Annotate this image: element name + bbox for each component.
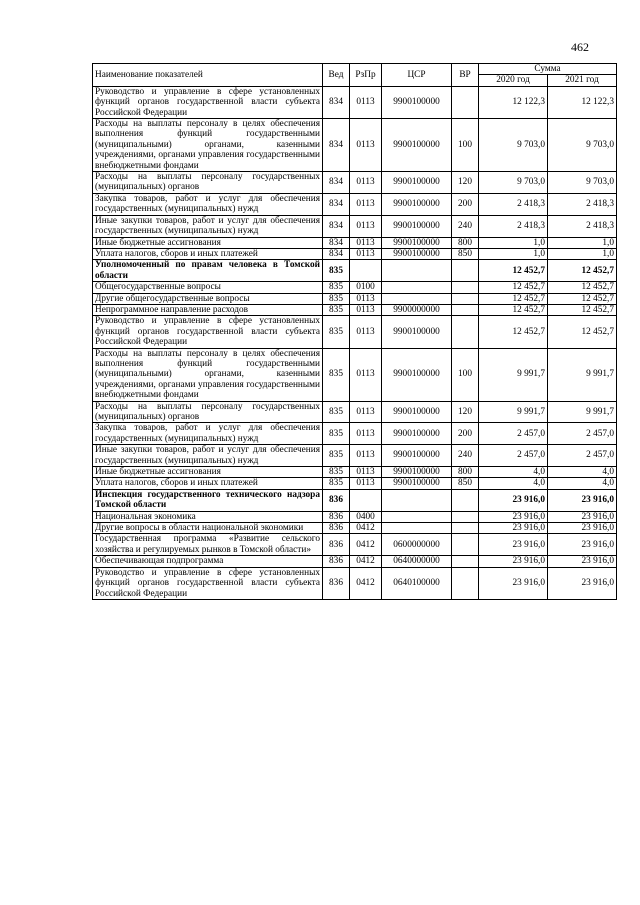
table-row <box>93 215 617 237</box>
cell-v2020: 2 418,3 <box>479 193 548 215</box>
cell-name: Иные бюджетные ассигнования <box>93 237 323 248</box>
cell-name: Уполномоченный по правам человека в Томской области <box>93 260 323 282</box>
table-row <box>93 316 617 348</box>
table-row <box>93 193 617 215</box>
cell-rzpr: 0113 <box>350 348 382 401</box>
table-row <box>93 237 617 248</box>
table-row <box>93 523 617 534</box>
cell-ved: 835 <box>323 445 350 467</box>
cell-v2021: 23 916,0 <box>548 556 617 567</box>
cell-rzpr: 0113 <box>350 316 382 348</box>
cell-csr: 9900100000 <box>382 401 452 423</box>
cell-name: Обеспечивающая подпрограмма <box>93 556 323 567</box>
cell-v2020: 12 452,7 <box>479 260 548 282</box>
cell-csr: 9900100000 <box>382 237 452 248</box>
cell-v2020: 9 703,0 <box>479 172 548 194</box>
cell-vr: 120 <box>452 172 479 194</box>
cell-ved: 835 <box>323 467 350 478</box>
cell-rzpr: 0113 <box>350 293 382 304</box>
table-row <box>93 86 617 118</box>
cell-v2021: 4,0 <box>548 467 617 478</box>
cell-ved: 834 <box>323 193 350 215</box>
cell-v2021: 23 916,0 <box>548 523 617 534</box>
cell-name: Расходы на выплаты персоналу в целях обеспечения выполнения функций государственными (муниципальными) органами, казенными учреждениями, органами управления государственными внебюджетными фондами <box>93 348 323 401</box>
cell-csr <box>382 489 452 511</box>
cell-vr: 240 <box>452 445 479 467</box>
cell-name: Закупка товаров, работ и услуг для обеспечения государственных (муниципальных) нужд <box>93 423 323 445</box>
cell-ved: 835 <box>323 293 350 304</box>
cell-csr: 9900100000 <box>382 86 452 118</box>
table-row <box>93 511 617 522</box>
cell-v2020: 9 703,0 <box>479 119 548 172</box>
cell-csr: 9900000000 <box>382 304 452 315</box>
cell-ved: 834 <box>323 215 350 237</box>
cell-rzpr: 0412 <box>350 556 382 567</box>
cell-ved: 834 <box>323 237 350 248</box>
cell-v2020: 9 991,7 <box>479 401 548 423</box>
table-row <box>93 423 617 445</box>
cell-name: Другие вопросы в области национальной экономики <box>93 523 323 534</box>
cell-name: Расходы на выплаты персоналу государственных (муниципальных) органов <box>93 401 323 423</box>
header-vr: ВР <box>452 64 479 87</box>
cell-name: Руководство и управление в сфере установленных функций органов государственной власти субъекта Российской Федерации <box>93 86 323 118</box>
cell-v2021: 9 703,0 <box>548 172 617 194</box>
table-row <box>93 282 617 293</box>
cell-vr: 800 <box>452 237 479 248</box>
cell-v2021: 2 418,3 <box>548 215 617 237</box>
cell-vr: 850 <box>452 248 479 259</box>
cell-csr: 9900100000 <box>382 445 452 467</box>
table-row <box>93 260 617 282</box>
cell-v2021: 12 452,7 <box>548 316 617 348</box>
cell-rzpr: 0400 <box>350 511 382 522</box>
cell-v2020: 2 457,0 <box>479 445 548 467</box>
cell-ved: 835 <box>323 316 350 348</box>
page-number: 462 <box>571 40 589 54</box>
cell-v2020: 12 452,7 <box>479 293 548 304</box>
cell-rzpr: 0412 <box>350 523 382 534</box>
cell-rzpr: 0113 <box>350 86 382 118</box>
cell-v2021: 12 122,3 <box>548 86 617 118</box>
cell-csr: 9900100000 <box>382 248 452 259</box>
cell-ved: 834 <box>323 119 350 172</box>
cell-vr <box>452 534 479 556</box>
cell-vr <box>452 316 479 348</box>
cell-ved: 836 <box>323 534 350 556</box>
cell-rzpr: 0412 <box>350 567 382 599</box>
cell-v2021: 12 452,7 <box>548 304 617 315</box>
cell-v2021: 9 991,7 <box>548 348 617 401</box>
cell-csr: 0600000000 <box>382 534 452 556</box>
cell-rzpr: 0113 <box>350 423 382 445</box>
cell-v2020: 23 916,0 <box>479 556 548 567</box>
cell-ved: 834 <box>323 86 350 118</box>
cell-csr: 9900100000 <box>382 423 452 445</box>
cell-name: Уплата налогов, сборов и иных платежей <box>93 478 323 489</box>
cell-name: Иные бюджетные ассигнования <box>93 467 323 478</box>
cell-csr <box>382 260 452 282</box>
cell-name: Расходы на выплаты персоналу в целях обеспечения выполнения функций государственными (муниципальными) органами, казенными учреждениями, органами управления государственными внебюджетными фондами <box>93 119 323 172</box>
cell-v2020: 1,0 <box>479 248 548 259</box>
cell-csr: 0640000000 <box>382 556 452 567</box>
cell-csr: 9900100000 <box>382 172 452 194</box>
table-body <box>93 86 617 599</box>
cell-name: Другие общегосударственные вопросы <box>93 293 323 304</box>
cell-v2020: 1,0 <box>479 237 548 248</box>
cell-name: Иные закупки товаров, работ и услуг для обеспечения государственных (муниципальных) нужд <box>93 215 323 237</box>
cell-csr: 9900100000 <box>382 348 452 401</box>
cell-v2020: 23 916,0 <box>479 511 548 522</box>
table-row <box>93 172 617 194</box>
cell-vr <box>452 293 479 304</box>
budget-table <box>92 63 617 600</box>
cell-csr <box>382 282 452 293</box>
cell-vr <box>452 282 479 293</box>
cell-ved: 835 <box>323 423 350 445</box>
cell-v2020: 9 991,7 <box>479 348 548 401</box>
cell-name: Иные закупки товаров, работ и услуг для обеспечения государственных (муниципальных) нужд <box>93 445 323 467</box>
cell-v2021: 2 457,0 <box>548 423 617 445</box>
cell-rzpr: 0113 <box>350 401 382 423</box>
cell-ved: 835 <box>323 478 350 489</box>
cell-rzpr: 0113 <box>350 478 382 489</box>
cell-csr: 9900100000 <box>382 193 452 215</box>
cell-rzpr: 0113 <box>350 248 382 259</box>
cell-vr <box>452 86 479 118</box>
table-row <box>93 348 617 401</box>
table-row <box>93 478 617 489</box>
cell-csr: 9900100000 <box>382 478 452 489</box>
cell-v2020: 2 418,3 <box>479 215 548 237</box>
table-row <box>93 567 617 599</box>
cell-csr: 9900100000 <box>382 316 452 348</box>
cell-v2021: 12 452,7 <box>548 293 617 304</box>
cell-v2020: 23 916,0 <box>479 534 548 556</box>
cell-name: Национальная экономика <box>93 511 323 522</box>
cell-vr: 120 <box>452 401 479 423</box>
cell-v2020: 4,0 <box>479 478 548 489</box>
cell-rzpr: 0113 <box>350 237 382 248</box>
header-2020: 2020 год <box>479 75 548 86</box>
cell-rzpr: 0113 <box>350 445 382 467</box>
cell-v2020: 12 452,7 <box>479 282 548 293</box>
cell-name: Общегосударственные вопросы <box>93 282 323 293</box>
table-row <box>93 401 617 423</box>
cell-rzpr: 0100 <box>350 282 382 293</box>
cell-rzpr: 0113 <box>350 304 382 315</box>
cell-csr: 9900100000 <box>382 119 452 172</box>
cell-v2021: 9 703,0 <box>548 119 617 172</box>
cell-ved: 836 <box>323 523 350 534</box>
table-row <box>93 119 617 172</box>
cell-csr: 0640100000 <box>382 567 452 599</box>
cell-csr <box>382 523 452 534</box>
table-row <box>93 534 617 556</box>
table-row <box>93 467 617 478</box>
table-row <box>93 293 617 304</box>
cell-ved: 834 <box>323 248 350 259</box>
cell-vr: 240 <box>452 215 479 237</box>
cell-vr <box>452 511 479 522</box>
cell-v2021: 23 916,0 <box>548 489 617 511</box>
header-ved: Вед <box>323 64 350 87</box>
cell-name: Государственная программа «Развитие сельского хозяйства и регулируемых рынков в Томской области» <box>93 534 323 556</box>
cell-csr <box>382 293 452 304</box>
cell-name: Уплата налогов, сборов и иных платежей <box>93 248 323 259</box>
cell-v2021: 9 991,7 <box>548 401 617 423</box>
cell-rzpr: 0113 <box>350 172 382 194</box>
cell-v2021: 23 916,0 <box>548 511 617 522</box>
cell-rzpr <box>350 260 382 282</box>
cell-vr: 100 <box>452 119 479 172</box>
cell-name: Руководство и управление в сфере установленных функций органов государственной власти субъекта Российской Федерации <box>93 316 323 348</box>
cell-csr: 9900100000 <box>382 215 452 237</box>
cell-vr: 850 <box>452 478 479 489</box>
cell-v2020: 23 916,0 <box>479 489 548 511</box>
cell-csr: 9900100000 <box>382 467 452 478</box>
cell-vr: 100 <box>452 348 479 401</box>
table-row <box>93 556 617 567</box>
header-csr: ЦСР <box>382 64 452 87</box>
cell-vr <box>452 260 479 282</box>
header-sum: Сумма <box>479 64 617 75</box>
cell-v2021: 12 452,7 <box>548 282 617 293</box>
cell-v2021: 4,0 <box>548 478 617 489</box>
table-row <box>93 489 617 511</box>
cell-v2020: 12 452,7 <box>479 304 548 315</box>
cell-ved: 835 <box>323 401 350 423</box>
cell-rzpr <box>350 489 382 511</box>
table-row <box>93 304 617 315</box>
cell-ved: 836 <box>323 556 350 567</box>
cell-ved: 835 <box>323 304 350 315</box>
cell-v2020: 4,0 <box>479 467 548 478</box>
cell-v2021: 2 418,3 <box>548 193 617 215</box>
table-row <box>93 248 617 259</box>
cell-vr <box>452 523 479 534</box>
cell-ved: 834 <box>323 172 350 194</box>
cell-rzpr: 0412 <box>350 534 382 556</box>
cell-rzpr: 0113 <box>350 119 382 172</box>
cell-name: Расходы на выплаты персоналу государственных (муниципальных) органов <box>93 172 323 194</box>
cell-v2020: 23 916,0 <box>479 567 548 599</box>
cell-vr <box>452 567 479 599</box>
cell-name: Непрограммное направление расходов <box>93 304 323 315</box>
header-2021: 2021 год <box>548 75 617 86</box>
cell-v2021: 23 916,0 <box>548 534 617 556</box>
header-name: Наименование показателей <box>93 64 323 87</box>
cell-v2020: 12 452,7 <box>479 316 548 348</box>
cell-rzpr: 0113 <box>350 193 382 215</box>
cell-v2020: 23 916,0 <box>479 523 548 534</box>
cell-v2021: 12 452,7 <box>548 260 617 282</box>
cell-ved: 836 <box>323 567 350 599</box>
cell-vr: 200 <box>452 193 479 215</box>
cell-v2020: 12 122,3 <box>479 86 548 118</box>
cell-name: Инспекция государственного технического надзора Томской области <box>93 489 323 511</box>
cell-v2020: 2 457,0 <box>479 423 548 445</box>
header-rzpr: РзПр <box>350 64 382 87</box>
cell-ved: 836 <box>323 489 350 511</box>
cell-rzpr: 0113 <box>350 215 382 237</box>
cell-vr <box>452 304 479 315</box>
cell-name: Руководство и управление в сфере установленных функций органов государственной власти субъекта Российской Федерации <box>93 567 323 599</box>
cell-vr: 800 <box>452 467 479 478</box>
cell-name: Закупка товаров, работ и услуг для обеспечения государственных (муниципальных) нужд <box>93 193 323 215</box>
cell-v2021: 23 916,0 <box>548 567 617 599</box>
cell-csr <box>382 511 452 522</box>
table-row <box>93 445 617 467</box>
cell-vr <box>452 556 479 567</box>
cell-v2021: 1,0 <box>548 248 617 259</box>
cell-v2021: 2 457,0 <box>548 445 617 467</box>
cell-v2021: 1,0 <box>548 237 617 248</box>
cell-vr: 200 <box>452 423 479 445</box>
cell-vr <box>452 489 479 511</box>
cell-rzpr: 0113 <box>350 467 382 478</box>
cell-ved: 835 <box>323 348 350 401</box>
cell-ved: 835 <box>323 260 350 282</box>
cell-ved: 836 <box>323 511 350 522</box>
cell-ved: 835 <box>323 282 350 293</box>
